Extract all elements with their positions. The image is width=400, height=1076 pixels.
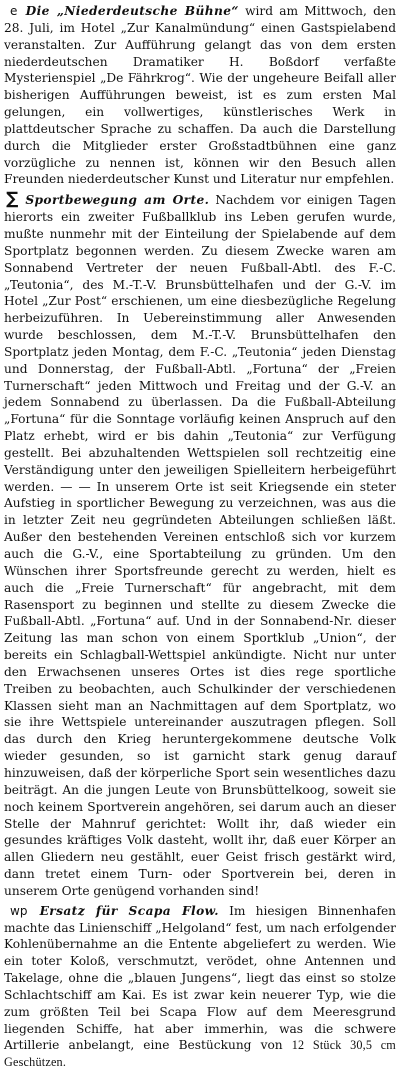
article-body: wird am Mittwoch, den 28. Juli, im Hotel „Zur Kanalmündung“ einen Gastspielabend veranstalten. Zur Aufführung gelangt das von dem ersten niederdeutschen Dramatiker H. Boßdorf verfaßte Mysterienspiel „De Fährkrog“. Wie der ungeheure Beifall aller bisherigen Aufführungen beweist, ist es zum ersten Mal gelungen, ein vollwertiges, künstlerisches Werk in plattdeutscher Sprache zu schaffen. Da auch die Darstellung durch die Mitglieder erster Großstadtbühnen eine ganz vorzügliche zu nennen ist, können wir den Besuch allen Freunden niederdeutscher Kunst und Literatur nur empfehlen. [4,4,396,187]
article-headline: Sportbewegung am Orte. [25,193,210,208]
article-scapa-flow [4,903,396,1071]
article-sportbewegung [4,191,396,899]
article-byline-mark: wp [10,903,28,918]
article-byline-mark: e [10,4,18,18]
article-section-symbol: ∑ [6,189,19,210]
article-closing-line: 12 Stück 30,5 cm Geschützen. [4,1038,396,1070]
article-headline: Die „Niederdeutsche Bühne“ [25,4,239,18]
article-body: Im hiesigen Binnenhafen machte das Linienschiff „Helgoland“ fest, um nach erfolgender Kohlenübernahme an die Entente abgeliefert zu werden. Wie ein toter Koloß, verschmutzt, verödet, ohne Antennen und Takelage, ohne die „blauen Jungens“, liegt das einst so stolze Schlachtschiff am Kai. Es ist zwar kein neuerer Typ, wie die zum größten Teil bei Scapa Flow auf dem Meeresgrund liegenden Schiffe, hat aber immerhin, was die schwere Artillerie anbelangt, eine Bestückung von [4,903,397,1053]
article-niederdeutsche-buehne [4,3,396,188]
article-body: Nachdem vor einigen Tagen hierorts ein zweiter Fußballklub ins Leben gerufen wurde, mußte nunmehr mit der Einteilung der Spielabende auf dem Sportplatz begonnen werden. Zu diesem Zwecke waren am Sonnabend Vertreter der neuen Fußball-Abtl. des F.-C. „Teutonia“, des M.-T.-V. Brunsbüttelhafen und der G.-V. im Hotel „Zur Post“ erschienen, um eine diesbezügliche Regelung herbeizuführen. In Uebereinstimmung aller Anwesenden wurde beschlossen, dem M.-T.-V. Brunsbüttelhafen den Sportplatz jeden Montag, dem F.-C. „Teutonia“ jeden Dienstag und Donnerstag, der Fußball-Abtl. „Fortuna“ der „Freien Turnerschaft“ jeden Mittwoch und Freitag und der G.-V. an jedem Sonnabend zu überlassen. Da die Fußball-Abteilung „Fortuna“ für die Sonntage vorläufig keinen Anspruch auf den Platz erhebt, wird er bis dahin „Teutonia“ zur Verfügung gestellt. Bei abzuhaltenden Wettspielen soll rechtzeitig eine Verständigung unter den jeweiligen Spielleitern herbeigeführt werden. — — In unserem Orte ist seit Kriegsende ein steter Aufstieg in sportlicher Bewegung zu verzeichnen, was aus die in letzter Zeit neu gegründeten Abteilungen schließen läßt. Außer den bestehenden Vereinen entschloß sich vor kurzem auch die G.-V., eine Sportabteilung zu gründen. Um den Wünschen ihrer Sportsfreunde gerecht zu werden, hielt es auch die „Freie Turnerschaft“ für angebracht, mit dem Rasensport zu beginnen und stellte zu diesem Zwecke die Fußball-Abtl. „Fortuna“ auf. Und in der Sonnabend-Nr. dieser Zeitung las man schon von einem Sportklub „Union“, der bereits ein Schlagball-Wettspiel ankündigte. Nicht nur unter den Erwachsenen unseres Ortes ist dies rege sportliche Treiben zu beobachten, auch Schulkinder der verschiedenen Klassen sieht man an Nachmittagen auf dem Sportplatz, wo sie ihre Wettspiele untereinander auszutragen pflegen. Soll das durch den Krieg heruntergekommene deutsche Volk wieder gesunden, so ist garnicht stark genug darauf hinzuweisen, daß der körperliche Sport sein wesentliches dazu beiträgt. An die jungen Leute von Brunsbüttelkoog, soweit sie noch keinem Sportverein angehören, sei darum auch an dieser Stelle der Mahnruf gerichtet: Wollt ihr, daß wieder ein gesundes kräftiges Volk dasteht, wollt ihr, daß euer Körper an allen Gliedern neu gestählt, euer Geist frisch gestärkt wird, dann tretet einem Turn- oder Sportverein bei, deren in unserem Orte genügend vorhanden sind! [4,193,396,898]
article-headline: Ersatz für Scapa Flow. [39,903,219,918]
